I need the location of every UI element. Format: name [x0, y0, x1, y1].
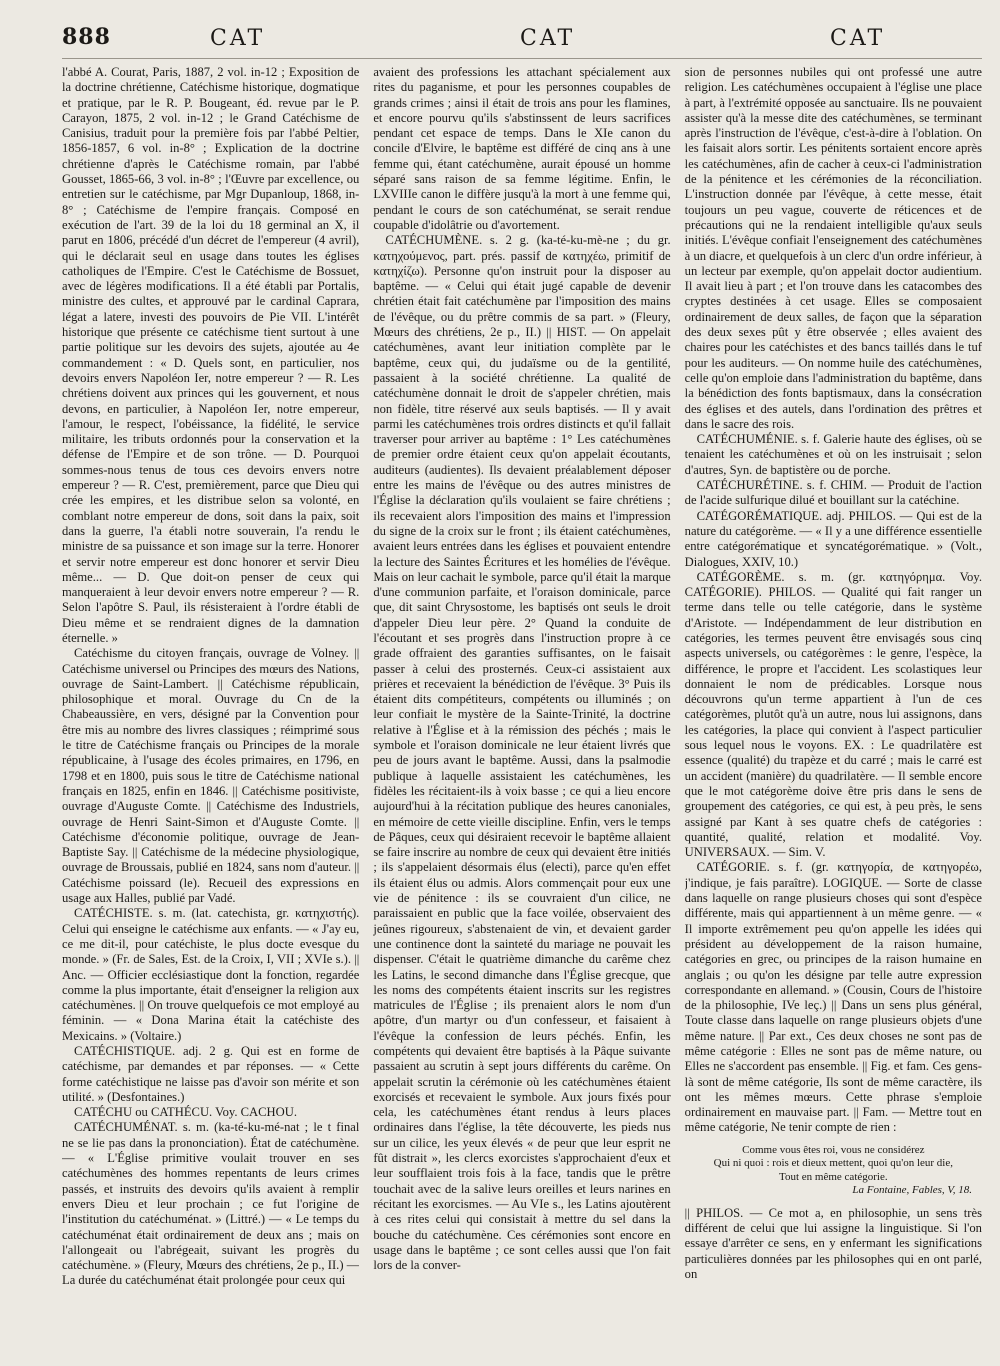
entry-paragraph: || PHILOS. — Ce mot a, en philosophie, un sens très différent de celui que lui assigne la linguistique. Si l'on essaye d'arrêter ce sens, en y enfermant les significations particulières données par les philosophes qui en ont parlé, on: [684, 1205, 982, 1281]
entry-paragraph: CATÉCHURÉTINE. s. f. CHIM. — Produit de l'action de l'acide sulfurique dilué et bouillant sur la catéchine.: [684, 478, 982, 508]
column-right-entries: [685, 65, 982, 1136]
entry-paragraph: CATÉCHUMÉNAT. s. m. (ka-té-ku-mé-nat ; le t final ne se lie pas dans la prononciation). État de catéchumène. — « L'Église primitive voulait trouver en ses catéchumènes des hommes repentants de leurs crimes passés, et instruits des devoirs qu'ils avaient à remplir envers Dieu et leur prochain ; ce fut l'origine de l'institution du catéchuménat. » (Littré.) — « Le temps du catéchuménat était ordinairement de deux ans ; mais on l'allongeait ou l'abrégeait, suivant les progrès du catéchumène. » (Fleury, Mœurs des chrétiens, 2e p., II.) — La durée du catéchuménat était prolongée pour ceux qui: [62, 1120, 360, 1288]
verse-quotation: [685, 1144, 982, 1198]
entry-paragraph: CATÉCHUMÉNIE. s. f. Galerie haute des églises, où se tenaient les catéchumènes et où on les instruisait ; selon d'autres, Syn. de baptistère ou de porche.: [684, 432, 982, 477]
entry-paragraph: CATÉGORIE. s. f. (gr. κατηγορία, de κατηγορέω, j'indique, je fais paraître). LOGIQUE. — Sorte de classe dans laquelle on range plusieurs choses qui sont d'espèce différente, mais qui appartiennent à un même genre. — « Il importe extrêmement peu qu'on appelle les idées qui président au développement de la raison humaine, catégories en grec, ou principes de la raison humaine en anglais ; ou qu'on les désigne par telle autre expression correspondante en allemand. » (Cousin, Cours de l'histoire de la philosophie, IVe leç.) || Dans un sens plus général, Toute classe dans laquelle on range plusieurs objets d'une même nature. || Par ext., Ces deux choses ne sont pas de même catégorie : Elles ne sont pas de même nature, ou Elles ne s'accordent pas ensemble. || Fig. et fam. Ces gens-là sont de même catégorie, Ils sont de même caractère, ils ont les mêmes mœurs. Cette phrase s'emploie ordinairement en mauvaise part. || Fam. — Mettre tout en même catégorie, Ne tenir compte de rien :: [684, 860, 982, 1135]
entry-paragraph: CATÉCHU ou CATHÉCU. Voy. CACHOU.: [74, 1105, 297, 1120]
entry-paragraph: Catéchisme du citoyen français, ouvrage de Volney. || Catéchisme universel ou Principes des mœurs des Nations, ouvrage de Saint-Lambert. || Catéchisme républicain, philosophique et moral. Ouvrage du Cn de la Chabeaussière, en vers, désigné par la Convention pour être mis au nombre des livres classiques ; réimprimé sous le titre de Catéchisme français ou Principes de la morale républicaine, à l'usage des écoles primaires, en 1796, en 1798 et en 1800, puis sous le titre de Catéchisme national français en 1825, enfin en 1846. || Catéchisme positiviste, ouvrage d'Auguste Comte. || Catéchisme des Industriels, ouvrage de Henri Saint-Simon et d'Auguste Comte. || Catéchisme d'économie politique, ouvrage de Jean-Baptiste Say. || Catéchisme de la médecine physiologique, ouvrage de Broussais, publié en 1824, sans nom d'auteur. || Catéchisme poissard (le). Recueil des expressions en usage aux Halles, publié par Vadé.: [62, 646, 360, 906]
header-word-left: CAT: [210, 26, 266, 51]
header-word-center: CAT: [520, 26, 576, 51]
column-right: [685, 65, 982, 1355]
verse-line: Tout en même catégorie.: [779, 1170, 888, 1183]
text-columns: [62, 65, 982, 1355]
entry-paragraph: avaient des professions les attachant spécialement aux rites du paganisme, et pour les personnes coupables de grands crimes ; ainsi il était de trois ans pour les flamines, et encore pourvu qu'ils s'abstinssent de leurs sacrifices pendant cet espace de temps. Dans le XIe canon du concile d'Elvire, le baptême est différé de cinq ans à une femme qui, étant catéchumène, aurait épousé un homme séparé sans raison de sa femme légitime. Enfin, le LXVIIIe canon le diffère jusqu'à la mort à une femme qui, pendant le cours de son catéchuménat, se serait rendue coupable d'idolâtrie ou d'avortement.: [373, 65, 671, 232]
entry-paragraph: CATÉCHISTIQUE. adj. 2 g. Qui est en forme de catéchisme, par demandes et par réponses. — « Cette forme catéchistique ne laisse pas d'avoir son mérite et son utilité. » (Desfontaines.): [62, 1044, 360, 1104]
column-left: [62, 65, 359, 1355]
entry-paragraph: sion de personnes nubiles qui ont professé une autre religion. Les catéchumènes occupaient à l'église une place à part, à l'extrémité opposée au sanctuaire. Ils ne pouvaient assister qu'à la messe dite des catéchumènes, se terminant après l'instruction de l'évêque, c'est-à-dire à l'oblation. On les faisait alors sortir. Les pénitents sortaient encore après les catéchumènes, afin de cacher à ceux-ci l'administration de la pénitence et les cérémonies de la réconciliation. L'instruction donnée par l'évêque, à cette messe, était toujours un peu vague, couverte de réticences et de précautions qui ne la rendaient intelligible qu'aux seuls initiés. L'évêque confiait l'enseignement des catéchumènes à un diacre, et quelquefois à un clerc d'un ordre inférieur, à un lecteur par exemple, qu'on appelait doctor audientium. Il avait lieu à part ; et l'on trouve dans les catacombes des cryptes destinées à cet usage. Elles se composaient ordinairement de deux salles, de façon que la séparation des deux sexes pût y être observée ; elles avaient des chaires pour les catéchistes et des bancs taillés dans le tuf pour les auditeurs. — On nomme huile des catéchumènes, celle qu'on emploie dans l'administration du baptême, dans la bénédiction des fonts baptismaux, dans la consécration des églises et des autels, dans l'ordination des prêtres et dans le sacre des rois.: [684, 65, 982, 431]
page-number: 888: [62, 24, 111, 50]
column-middle: [373, 65, 670, 1355]
verse-source: La Fontaine, Fables, V, 18.: [852, 1184, 972, 1197]
entry-paragraph: l'abbé A. Courat, Paris, 1887, 2 vol. in-12 ; Exposition de la doctrine chrétienne, Catéchisme historique, dogmatique et pratique, par le R. P. Bougeant, éd. revue par le P. Carayon, 1875, 2 vol. in-12 ; le Grand Catéchisme de Canisius, traduit pour la première fois par l'abbé Peltier, 1856-1857, 6 vol. in-8° ; Explication de la doctrine chrétienne d'après le Catéchisme romain, par l'abbé Gousset, 1865-66, 3 vol. in-8° ; l'Œuvre par excellence, ou entretien sur le catéchisme, par Mgr Dupanloup, 1868, in-8° ; Catéchisme de l'empire français. Composé en exécution de l'art. 39 de la loi du 18 germinal an X, il parut en 1806, précédé d'un décret de l'empereur (4 avril), qui le déclarait seul en usage dans toutes les églises catholiques de l'Empire. C'est le Catéchisme de Bossuet, avec de légères modifications. Il a été établi par Portalis, ministre des cultes, et approuvé par le cardinal Caprara, légat a latere, investi des pouvoirs de Pie VII. L'intérêt historique que présente ce catéchisme tient surtout à une partie politique sur les devoirs des sujets, ajoutée au 4e commandement : « D. Quels sont, en particulier, nos devoirs envers Napoléon Ier, notre empereur ? — R. Les chrétiens doivent aux princes qui les gouvernent, et nous devons, en particulier, à Napoléon Ier, notre empereur, l'amour, le respect, l'obéissance, la fidélité, le service militaire, les tributs ordonnés pour la conservation et la défense de l'Empire et de son trône. — D. Pourquoi sommes-nous tenus de tous ces devoirs envers notre empereur ? — R. C'est, premièrement, parce que Dieu qui crée les empires, et les distribue selon sa volonté, en comblant notre empereur de dons, soit dans la paix, soit dans la guerre, l'a établi notre souverain, l'a rendu le ministre de sa puissance et son image sur la terre. Honorer et servir notre empereur est donc honorer et servir Dieu même... — D. Que doit-on penser de ceux qui manqueraient à leur devoir envers notre empereur ? — R. Selon l'apôtre S. Paul, ils résisteraient à l'ordre établi de Dieu même et se rendraient dignes de la damnation éternelle. »: [62, 65, 360, 645]
entry-paragraph: CATÉCHUMÈNE. s. 2 g. (ka-té-ku-mè-ne ; du gr. κατηχούμενος, part. prés. passif de κατηχέω, primitif de κατηχίζω). Personne qu'on instruit pour la disposer au baptême. — « Celui qui était jugé capable de devenir chrétien était fait catéchumène par l'imposition des mains de l'évêque, ou du prêtre commis de sa part. » (Fleury, Mœurs des chrétiens, 2e p., II.) || HIST. — On appelait catéchumènes, avant leur initiation complète par le baptême, ceux qui, du judaïsme ou de la gentilité, passaient à la société chrétienne. La qualité de catéchumène donnait le droit de s'appeler chrétien, mais non fidèle, titre réservé aux seuls baptisés. — Il y avait parmi les catéchumènes trois ordres distincts et qu'il fallait traverser pour arriver au baptême : 1° Les catéchumènes de premier ordre étaient ceux qu'on appelait écoutants, auditeurs (audientes). Ils devaient préalablement déposer entre les mains de l'évêque ou des autres ministres de l'Église la déclaration qu'ils voulaient se faire chrétiens ; ils recevaient alors l'imposition des mains et l'impression du signe de la croix sur le front ; ils étaient catéchumènes, avaient leurs entrées dans les églises et pouvaient entendre la lecture des Saintes Écritures et les homélies de l'évêque. Mais on leur cachait le symbole, parce qu'il était la marque d'une communion parfaite, et l'oraison dominicale, parce que, dit saint Chrysostome, les baptisés ont seuls le droit d'appeler Dieu leur père. 2° Quand la conduite de l'écoutant et ses progrès dans l'instruction propre à ce grade offraient des garanties suffisantes, on le faisait passer à celui des prosternés. Ceux-ci assistaient aux prières et recevaient la bénédiction de l'évêque. 3° Puis ils étaient dits compétiteurs, compétents ou illuminés ; on leur confiait le mystère de la Sainte-Trinité, la doctrine relative à l'Église et à la rémission des péchés ; mais le symbole et l'oraison dominicale ne leur étaient livrés que peu de jours avant le baptême. Aussi, dans la psalmodie publique à laquelle assistaient les catéchumènes, les fidèles les récitaient-ils à voix basse ; ce qui a lieu encore aujourd'hui à la récitation publique des heures canoniales, en mémoire de cette vieille discipline. Enfin, vers le temps de Pâques, ceux qui désiraient recevoir le baptême allaient se faire inscrire au nombre de ceux qui devaient être initiés ; ils s'appelaient désormais élus (electi), parce qu'en effet ils étaient élus ou admis. Alors commençait pour eux une vie de pénitence : ils se couvraient d'un cilice, ne paraissaient en public que la face voilée, observaient des jeûnes rigoureux, s'abstenaient de vin, et devaient garder une continence dont la sainteté du mariage ne pouvait les dispenser. C'était le quatrième dimanche du carême chez les Latins, le second dimanche dans l'Église grecque, que les noms des compétents étaient inscrits sur les registres matricules de l'Église ; ils prenaient alors le nom d'un apôtre, d'un martyr ou d'un confesseur, et faisaient à l'évêque la confession de leurs péchés. Enfin, les compétents qui devaient être baptisés à la Pâque suivante passaient au scrutin à sept jours différents du carême. On appelait scrutin la cérémonie où les catéchumènes étaient exorcisés et recevaient le symbole. Aux jours fixés pour cela, les catéchumènes étant rendus à leurs places ordinaires dans l'église, la tête découverte, les pieds nus sur un cilice, les yeux élevés « de peur que leur esprit ne fût distrait », les clercs exorcistes s'approchaient d'eux et leur soufflaient trois fois à la face, tandis que le prêtre touchait avec de la salive leurs oreilles et leurs narines en récitant les exorcismes. — Au VIe s., les Latins ajoutèrent à ces rites celui qui consistait à mettre du sel dans la bouche du catéchumène. Ces cérémonies sont encore en usage dans le baptême ; ce sont celles aussi que l'on fait lors de la conver-: [373, 233, 671, 1273]
header-word-right: CAT: [830, 26, 886, 51]
verse-line: Qui ni quoi : rois et dieux mettent, quoi qu'on leur die,: [713, 1157, 953, 1170]
entry-paragraph: CATÉGORÉMATIQUE. adj. PHILOS. — Qui est de la nature du catégorème. — « Il y a une différence essentielle entre catégorématique et syncatégorématique. » (Volt., Dialogues, XXIV, 10.): [684, 508, 982, 569]
entry-paragraph: CATÉCHISTE. s. m. (lat. catechista, gr. κατηχιστής). Celui qui enseigne le catéchisme aux enfants. — « J'ay eu, ce me dit-il, pour catéchiste, le plus docte evesque du monde. » (Fr. de Sales, Est. de la Croix, I, VII ; XVIe s.). || Anc. — Officier ecclésiastique dont la fonction, regardée comme la plus importante, était d'enseigner la religion aux catéchumènes. || On trouve quelquefois ce mot employé au féminin. — « Dona Marina était la catéchiste des Mexicains. » (Voltaire.): [62, 906, 360, 1043]
running-header: [62, 14, 982, 59]
entry-paragraph: CATÉGORÈME. s. m. (gr. κατηγόρημα. Voy. CATÉGORIE). PHILOS. — Qualité qui fait ranger un terme dans telle ou telle catégorie, dans le système d'Aristote. — Indépendamment de leur distribution en catégories, les termes peuvent être envisagés sous cinq aspects universels, ou catégorèmes : le genre, l'espèce, la différence, le propre et l'accident. Les scolastiques leur donnaient le nom de prédicables. Lorsque nous découvrons qu'un terme appartient à l'un de ces catégorèmes, plutôt qu'à un autre, nous lui assignons, dans les catégories, la place qui convient à l'aspect particulier sous lequel nous le voyons. EX. : Le quadrilatère est essence (qualité) du trapèze et du carré ; mais le carré est un accident (manière) du quadrilatère. — Il semble encore que le mot catégorème doive être pris dans le sens de groupement des catégories, ce qui est, à peu près, le sens assigné par Kant à ses quatre chefs de catégories : quantité, qualité, relation et modalité. Voy. UNIVERSAUX. — Sim. V.: [684, 569, 982, 860]
verse-line: Comme vous êtes roi, vous ne considérez: [742, 1143, 925, 1156]
